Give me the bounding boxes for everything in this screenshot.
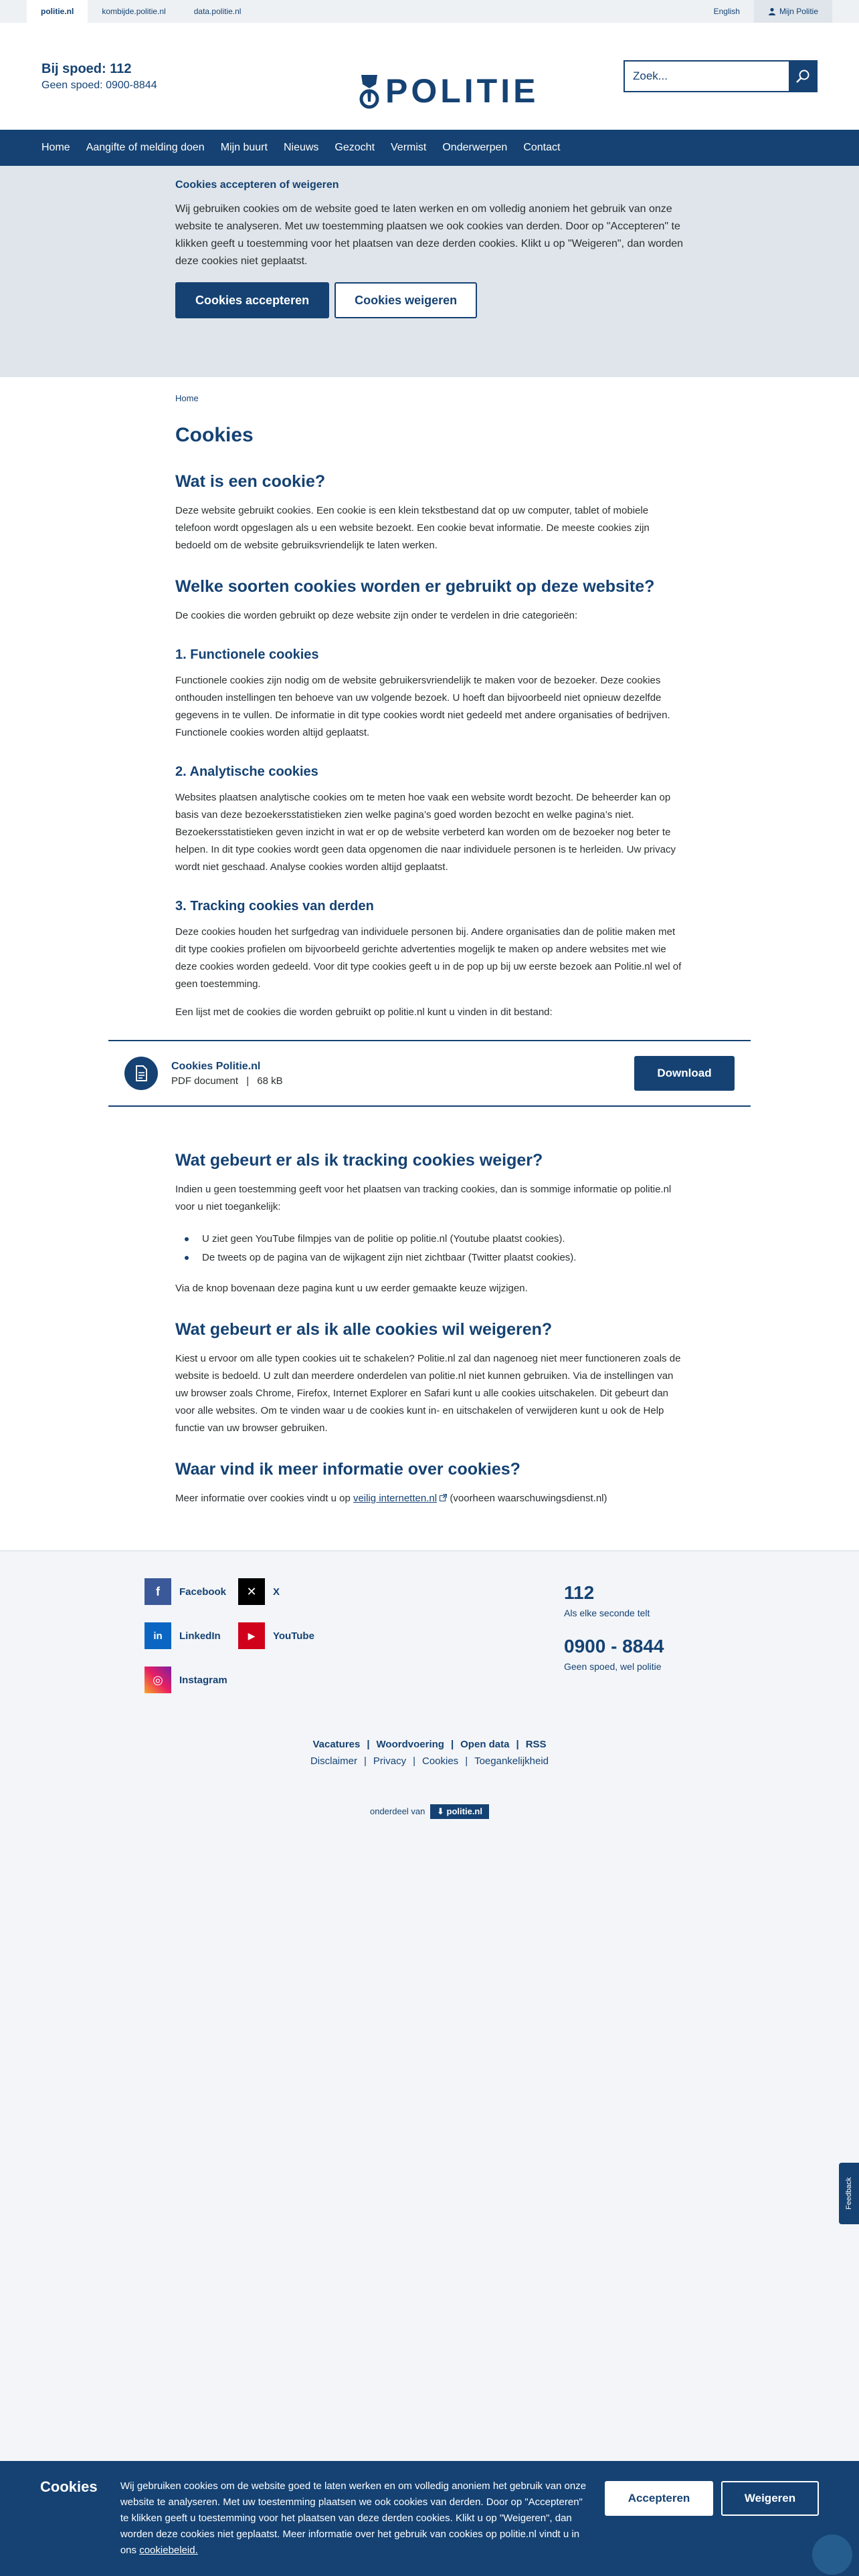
facebook-link[interactable]: f Facebook <box>145 1578 238 1605</box>
police-badge-icon <box>356 71 383 111</box>
text-cookie-list: Een lijst met de cookies die worden gebruikt op politie.nl kunt u vinden in dit bestand: <box>175 1006 553 1018</box>
emergency-info <box>41 62 157 92</box>
footer-link-cookies[interactable]: Cookies <box>421 1755 459 1767</box>
top-bar <box>0 0 859 23</box>
consequence-list <box>202 1230 859 1267</box>
cookie-banner-text: Wij gebruiken cookies om de website goed te laten werken en om volledig anoniem het gebruik van onze website te analyseren. Met uw toestemming plaatsen we ook cookies van derden. Door op "Accepteren" te klikken geeft u toestemming voor het plaatsen van deze derden cookies. Klikt u op "Weigeren", dan worden deze cookies niet geplaatst. Meer informatie over het gebruik van cookies op politie.nl vindt u in ons cookiebeleid. <box>120 2480 587 2556</box>
heading-cookie-kinds: Welke soorten cookies worden er gebruikt op deze website? <box>175 577 655 596</box>
veilig-internetten-link[interactable]: veilig internetten.nl <box>353 1493 438 1504</box>
heading-analytic: 2. Analytische cookies <box>175 764 318 779</box>
footer-link-rss[interactable]: RSS <box>525 1739 547 1750</box>
mini-badge-icon: ⬇ <box>437 1806 444 1816</box>
document-icon <box>124 1057 158 1090</box>
page-title: Cookies <box>175 424 254 446</box>
social-links <box>145 1578 332 1693</box>
text-change-choice: Via de knop bovenaan deze pagina kunt u uw eerder gemaakte keuze wijzigen. <box>175 1283 528 1294</box>
banner-reject-button[interactable]: Weigeren <box>721 2481 819 2516</box>
logo-text: POLITIE <box>385 72 539 110</box>
main-content-2 <box>0 1151 859 1507</box>
instagram-link[interactable]: ◎ Instagram <box>145 1667 238 1693</box>
list-item: U ziet geen YouTube filmpjes van de politie op politie.nl (Youtube plaatst cookies). <box>202 1230 859 1248</box>
text-functional: Functionele cookies zijn nodig om de website gebruikersvriendelijk te maken voor de bezoeker. Deze cookies onthouden instellingen ten behoeve van uw volgende bezoek. U hoeft dan bijvoorbeeld niet opnieuw dezelfde gegevens in te vullen. De informatie in dit type cookies wordt niet gedeeld met andere organisaties of bedrijven. Functionele cookies worden altijd geplaatst. <box>175 675 670 738</box>
accept-cookies-button[interactable]: Cookies accepteren <box>175 282 329 318</box>
footer-link-open-data[interactable]: Open data <box>460 1739 510 1750</box>
footer-link-toegankelijkheid[interactable]: Toegankelijkheid <box>474 1755 549 1767</box>
download-button[interactable]: Download <box>634 1056 735 1091</box>
text-more-info: Meer informatie over cookies vindt u op veilig internetten.nl (voorheen waarschuwingsdienst.nl) <box>175 1493 607 1504</box>
language-link[interactable]: English <box>713 7 740 16</box>
banner-accept-button[interactable]: Accepteren <box>605 2481 713 2516</box>
footer-112-sub: Als elke seconde telt <box>564 1608 650 1618</box>
heading-tracking: 3. Tracking cookies van derden <box>175 899 374 914</box>
x-icon: ✕ <box>238 1578 265 1605</box>
emergency-number: Bij spoed: 112 <box>41 61 132 76</box>
nav-contact[interactable]: Contact <box>523 142 561 153</box>
reject-cookies-button[interactable]: Cookies weigeren <box>335 282 477 318</box>
external-link-icon <box>440 1494 447 1501</box>
tab-kombijde[interactable]: kombijde.politie.nl <box>102 7 166 16</box>
footer-link-vacatures[interactable]: Vacatures <box>312 1739 361 1750</box>
nav-gezocht[interactable]: Gezocht <box>335 142 375 153</box>
header <box>0 23 859 130</box>
main-content <box>0 377 859 1021</box>
heading-more-info: Waar vind ik meer informatie over cookies? <box>175 1460 520 1479</box>
youtube-icon: ▶ <box>238 1622 265 1649</box>
nav-home[interactable]: Home <box>41 142 70 153</box>
heading-refuse-tracking: Wat gebeurt er als ik tracking cookies weiger? <box>175 1151 543 1170</box>
tab-data[interactable]: data.politie.nl <box>193 7 242 16</box>
download-type: PDF document <box>171 1075 239 1087</box>
footer-0900-sub: Geen spoed, wel politie <box>564 1661 662 1672</box>
cookie-notice-text: Wij gebruiken cookies om de website goed te laten werken en om volledig anoniem het gebruik van onze website te analyseren. Met uw toestemming plaatsen we ook cookies van derden. Door op "Accepteren" te klikken geeft u toestemming voor het plaatsen van deze derden cookies. Klikt u op "Weigeren", dan worden deze cookies niet geplaatst. <box>175 203 684 267</box>
breadcrumb-home[interactable]: Home <box>175 393 199 403</box>
search-box <box>624 60 818 92</box>
breadcrumb <box>175 377 859 424</box>
cookie-banner <box>0 2461 859 2576</box>
linkedin-link[interactable]: in LinkedIn <box>145 1622 238 1649</box>
text-refuse-tracking: Indien u geen toestemming geeft voor het plaatsen van tracking cookies, dan is sommige informatie op politie.nl voor u niet toegankelijk: <box>175 1184 672 1212</box>
download-size: 68 kB <box>257 1075 283 1087</box>
youtube-link[interactable]: ▶ YouTube <box>238 1622 332 1649</box>
footer-links: Vacatures | Woordvoering | Open data | RSS Disclaimer | Privacy | Cookies | Toegankelijkheid <box>310 1739 549 1767</box>
nav-mijn-buurt[interactable]: Mijn buurt <box>220 142 268 153</box>
cookie-notice <box>0 166 859 377</box>
search-input[interactable] <box>625 62 789 91</box>
tab-politie[interactable]: politie.nl <box>27 0 88 23</box>
main-nav <box>0 130 859 166</box>
nav-onderwerpen[interactable]: Onderwerpen <box>442 142 508 153</box>
footer <box>0 1550 859 2461</box>
text-refuse-all: Kiest u ervoor om alle typen cookies uit te schakelen? Politie.nl zal dan nagenoeg niet meer functioneren zoals de website is bedoeld. U zult dan meerdere onderdelen van politie.nl niet kunnen gebruiken. Via de instellingen van uw browser zoals Chrome, Firefox, Internet Explorer en Safari kunt u alle cookies uitschakelen. Dit gebeurt dan voor alle websites. Om te vinden waar u de cookies kunt in- en uitschakelen of verwijderen kunt u ook de Help functie van uw browser gebruiken. <box>175 1353 681 1434</box>
footer-link-disclaimer[interactable]: Disclaimer <box>310 1755 357 1767</box>
chat-avatar-icon[interactable] <box>812 2535 852 2575</box>
download-title: Cookies Politie.nl <box>171 1060 261 1072</box>
text-what-is-cookie: Deze website gebruikt cookies. Een cookie is een klein tekstbestand dat op uw computer, tablet of mobiele telefoon wordt opgeslagen als u een website bezoekt. Een cookie bevat informatie. De meeste cookies zijn bedoeld om de website gebruiksvriendelijk te laten werken. <box>175 505 650 551</box>
feedback-tab[interactable]: Feedback <box>839 2163 859 2224</box>
heading-what-is-cookie: Wat is een cookie? <box>175 472 326 491</box>
download-card <box>108 1040 751 1107</box>
download-meta: PDF document | 68 kB <box>171 1075 283 1087</box>
x-link[interactable]: ✕ X <box>238 1578 332 1605</box>
cookie-notice-title: Cookies accepteren of weigeren <box>175 179 339 191</box>
facebook-icon: f <box>145 1578 171 1605</box>
text-tracking: Deze cookies houden het surfgedrag van individuele personen bij. Andere organisaties dan de politie maken met dit type cookies profielen om bijvoorbeeld gerichte advertenties mogelijk te maken op andere websites met wie deze cookies worden gedeeld. Voor dit type cookies geeft u in de pop up bij uw eerste bezoek aan Politie.nl wel of geen toestemming. <box>175 926 682 990</box>
footer-link-privacy[interactable]: Privacy <box>373 1755 407 1767</box>
search-icon <box>795 69 810 84</box>
text-analytic: Websites plaatsen analytische cookies om te meten hoe vaak een website wordt bezocht. De beheerder kan op basis van deze bezoekersstatistieken zien welke pagina’s goed worden bezocht en welke pagina’s niet. Bezoekersstatistieken geven inzicht in wat er op de website verbeterd kan worden om de bezoeker nog beter te helpen. In dit type cookies wordt geen data opgenomen die naar individuele personen is te herleiden. Uw privacy wordt niet geschaad. Analyse cookies worden altijd geplaatst. <box>175 792 676 873</box>
footer-112: 112 <box>564 1582 595 1603</box>
mijn-politie-label: Mijn Politie <box>779 7 818 16</box>
heading-refuse-all: Wat gebeurt er als ik alle cookies wil weigeren? <box>175 1320 553 1339</box>
user-icon <box>768 7 776 15</box>
politie-nl-mini-logo[interactable]: ⬇ politie.nl <box>430 1804 489 1819</box>
instagram-icon: ◎ <box>145 1667 171 1693</box>
nav-nieuws[interactable]: Nieuws <box>283 142 319 153</box>
heading-functional: 1. Functionele cookies <box>175 647 319 662</box>
cookiebeleid-link[interactable]: cookiebeleid. <box>139 2545 198 2556</box>
mijn-politie-link[interactable] <box>754 0 832 23</box>
footer-0900: 0900 - 8844 <box>564 1636 664 1656</box>
politie-logo[interactable] <box>356 71 539 111</box>
footer-contact <box>564 1582 664 1689</box>
footer-link-woordvoering[interactable]: Woordvoering <box>376 1739 444 1750</box>
cookie-banner-title: Cookies <box>40 2478 98 2495</box>
linkedin-icon: in <box>145 1622 171 1649</box>
nav-aangifte[interactable]: Aangifte of melding doen <box>86 142 205 153</box>
text-cookie-kinds: De cookies die worden gebruikt op deze website zijn onder te verdelen in drie categorieën: <box>175 610 578 621</box>
part-of: onderdeel van ⬇ politie.nl <box>0 1804 859 1819</box>
nav-vermist[interactable]: Vermist <box>391 142 427 153</box>
search-button[interactable] <box>789 62 816 91</box>
list-item: De tweets op de pagina van de wijkagent zijn niet zichtbaar (Twitter plaatst cookies). <box>202 1249 859 1267</box>
non-emergency-number: Geen spoed: 0900-8844 <box>41 79 157 91</box>
